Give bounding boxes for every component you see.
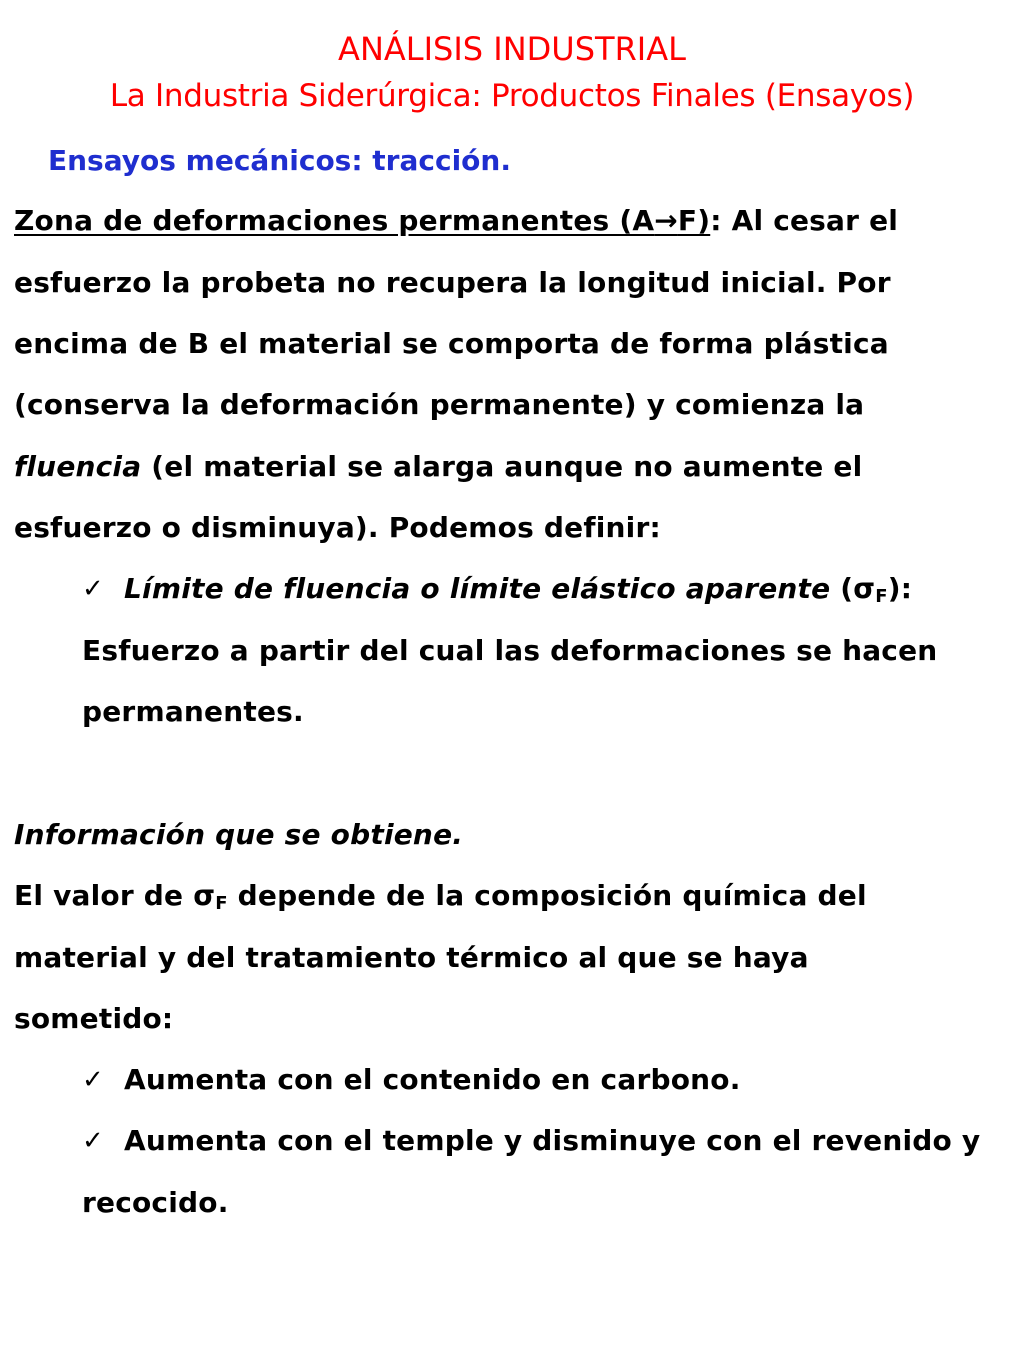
paragraph-line: material y del tratamiento térmico al que se haya (14, 941, 809, 974)
checkmark-icon: ✓ (82, 1065, 104, 1095)
section-heading: Ensayos mecánicos: tracción. (48, 144, 511, 177)
paragraph-line: fluencia (el material se alarga aunque no aumente el (14, 450, 863, 483)
paragraph-line: El valor de $\sigma_F$ depende de la composición química del (14, 879, 867, 914)
paragraph-line: encima de B el material se comporta de forma plástica (14, 327, 889, 360)
page-title: ANÁLISIS INDUSTRIAL (338, 30, 686, 68)
checkmark-icon: ✓ (82, 574, 104, 604)
italic-term: fluencia (14, 450, 142, 483)
paragraph-line: esfuerzo o disminuya). Podemos definir: (14, 511, 661, 544)
bullet-line: Esfuerzo a partir del cual las deformaciones se hacen (82, 634, 938, 667)
arrow-icon: → (654, 204, 678, 237)
underlined-term: Zona de deformaciones permanentes (A→F) (14, 204, 711, 237)
bullet-line: Límite de fluencia o límite elástico aparente $(\sigma_F)$: (124, 572, 913, 607)
bullet-line: permanentes. (82, 695, 304, 728)
paragraph-line: sometido: (14, 1002, 174, 1035)
info-heading: Información que se obtiene. (14, 818, 464, 851)
bullet-line: Aumenta con el temple y disminuye con el revenido y (124, 1124, 981, 1157)
paragraph-line: esfuerzo la probeta no recupera la longitud inicial. Por (14, 266, 891, 299)
page-subtitle: La Industria Siderúrgica: Productos Finales (Ensayos) (109, 78, 915, 114)
bullet-line: Aumenta con el contenido en carbono. (124, 1063, 741, 1096)
sigma-symbol: σ (193, 879, 216, 912)
bullet-line: recocido. (82, 1186, 229, 1219)
paragraph-line: (conserva la deformación permanente) y comienza la (14, 388, 865, 421)
paragraph-line: Zona de deformaciones permanentes (A→F): Al cesar el (14, 204, 899, 237)
sigma-symbol: σ (853, 572, 876, 605)
checkmark-icon: ✓ (82, 1126, 104, 1156)
